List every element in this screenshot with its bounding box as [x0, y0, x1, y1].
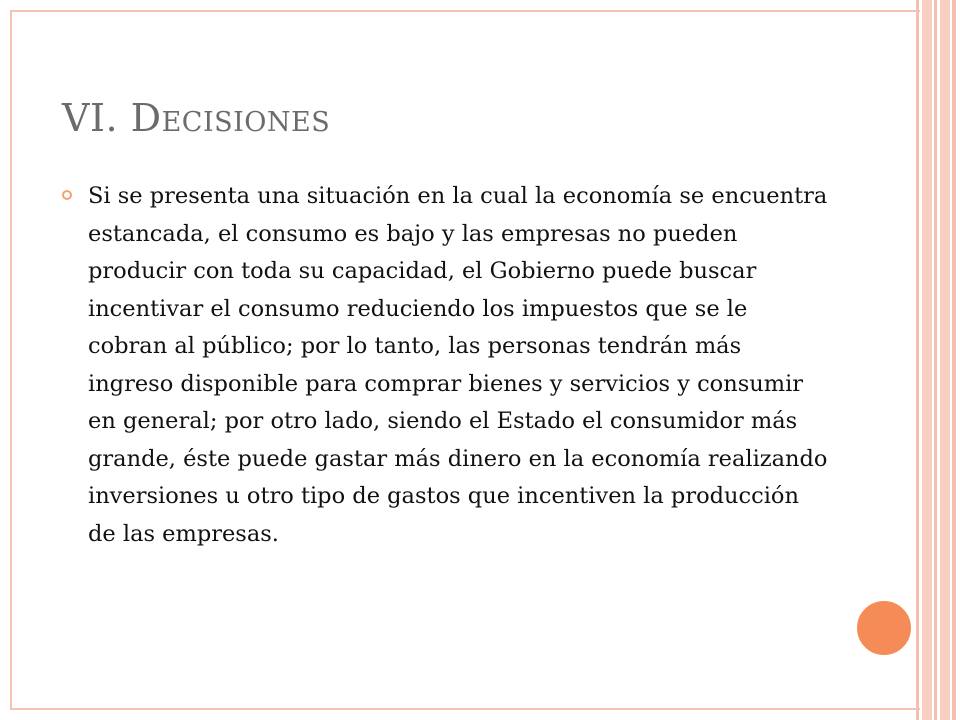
stripe	[916, 0, 919, 720]
decorative-stripes	[916, 0, 960, 720]
ring-bullet-icon	[62, 190, 72, 200]
bullet-item	[62, 178, 832, 553]
stripe	[952, 0, 956, 720]
frame-bottom-line	[10, 708, 920, 710]
bullet-text: Si se presenta una situación en la cual la economía se encuentra estancada, el consumo es bajo y las empresas no pueden producir con toda su capacidad, el Gobierno puede buscar incentivar el consumo reduciendo los impuestos que se le cobran al público; por lo tanto, las personas tendrán más ingreso disponible para comprar bienes y servicios y consumir en general; por otro lado, siendo el Estado el consumidor más grande, éste puede gastar más dinero en la economía realizando inversiones u otro tipo de gastos que incentiven la producción de las empresas.	[88, 183, 828, 547]
accent-circle-icon	[854, 598, 914, 658]
frame-top-line	[10, 10, 920, 12]
stripe	[934, 0, 937, 720]
slide-title: VI. Decisiones	[62, 96, 331, 140]
slide-content	[62, 178, 832, 553]
frame-left-line	[10, 10, 12, 710]
stripe	[940, 0, 950, 720]
stripe	[922, 0, 932, 720]
